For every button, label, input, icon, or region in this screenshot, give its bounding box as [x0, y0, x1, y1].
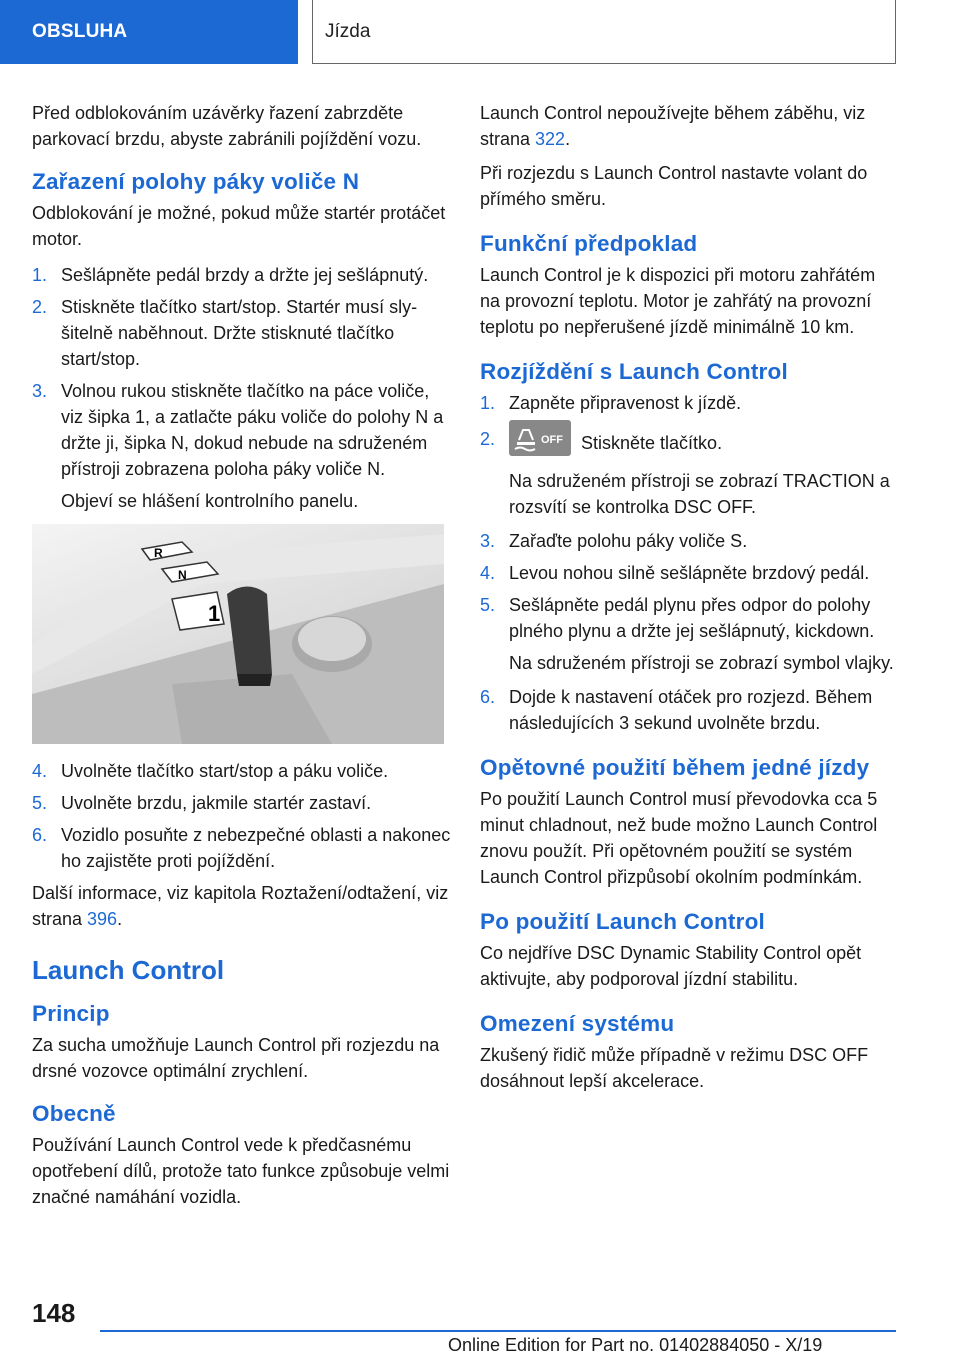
- step-text: Uvolněte brzdu, jakmile startér zastaví.: [61, 793, 372, 813]
- step-number: 2.: [32, 297, 48, 317]
- step-note: Na sdruženém přístroji se zobrazí symbol vlajky.: [509, 653, 894, 673]
- figure-label-1: 1: [208, 601, 221, 626]
- more-info-paragraph: [32, 880, 452, 932]
- step-number: 4.: [480, 563, 496, 583]
- list-item: [480, 390, 900, 416]
- list-item: [480, 592, 900, 644]
- step-text: Volnou rukou stiskněte tlačítko na páce voliče, viz šipka 1, a zatlačte páku voliče do polohy N a držte ji, šipka N, dokud nebude na sdruženém přístroji zobrazena poloha páky voliče N.: [61, 381, 444, 479]
- page-link[interactable]: 322: [535, 129, 566, 149]
- list-item: [32, 378, 452, 482]
- section-label: OBSLUHA: [32, 21, 128, 42]
- heading-funkcni: Funkční předpoklad: [480, 231, 698, 256]
- p1-paragraph: [480, 100, 900, 152]
- figure-label-r: R: [154, 546, 163, 560]
- launch-steps-list-cont: [480, 528, 900, 644]
- step-text: Sešlápněte pedál plynu přes odpor do polohy plného plynu a držte jej sešlápnutý, kickdown.: [509, 595, 875, 641]
- obecne-text: Používání Launch Control vede k předčasnému opotřebení dílů, protože tato funkce způsobuje velmi značné namáhání vozidla.: [32, 1135, 450, 1207]
- step-text: Dojde k nastavení otáček pro rozjezd. Během následujících 3 sekund uvolněte brzdu.: [509, 687, 873, 733]
- step-number: 1.: [480, 393, 496, 413]
- edition-footer: Online Edition for Part no. 01402884050 - X/19: [448, 1335, 823, 1355]
- p1-text: Launch Control nepoužívejte během záběhu, viz strana: [480, 103, 866, 149]
- step-number: 1.: [32, 265, 48, 285]
- omezeni-text: Zkušený řidič může případně v režimu DSC OFF dosáhnout lepší akcelerace.: [480, 1045, 869, 1091]
- step-text: Uvolněte tlačítko start/stop a páku voliče.: [61, 761, 389, 781]
- step-number: 5.: [480, 595, 496, 615]
- section-tab: [0, 0, 298, 64]
- step-text: Stiskněte tlačítko.: [581, 432, 723, 453]
- list-item: [480, 684, 900, 736]
- list-item: [32, 262, 452, 288]
- heading-po-pouziti: Po použití Launch Control: [480, 909, 765, 934]
- list-item: [480, 528, 900, 554]
- gear-selector-illustration: [32, 524, 444, 744]
- launch-steps-list-end: [480, 684, 900, 736]
- page-link[interactable]: 396: [87, 909, 118, 929]
- po-text: Co nejdříve DSC Dynamic Stability Control opět aktivujte, aby podporoval jízdní stabilitu.: [480, 943, 862, 989]
- neutral-text: Odblokování je možné, pokud může startér protáčet motor.: [32, 203, 446, 249]
- step-number: 6.: [480, 687, 496, 707]
- step-text: Zařaďte polohu páky voliče S.: [509, 531, 748, 551]
- step-number: 5.: [32, 793, 48, 813]
- list-item: [32, 294, 452, 372]
- heading-princip: Princip: [32, 1001, 110, 1026]
- footer-divider: [100, 1330, 896, 1332]
- list-item: [480, 426, 900, 462]
- step-number: 3.: [480, 531, 496, 551]
- chapter-header: [312, 0, 896, 64]
- heading-launch-control: Launch Control: [32, 955, 225, 985]
- intro-paragraph: Před odblokováním uzávěrky řazení zabrzděte parkovací brzdu, abyste zabránili pojíždění vozu.: [32, 103, 422, 149]
- opet-text: Po použití Launch Control musí převodovka cca 5 minut chladnout, než bude možno Launch Control znovu použít. Při opětovném použití se systém Launch Control přizpůsobí okolním podmínkám.: [480, 789, 878, 887]
- more-info-text: Další informace, viz kapitola Roztažení/odtažení, viz strana: [32, 883, 449, 929]
- step-text: Sešlápněte pedál brzdy a držte jej sešlápnutý.: [61, 265, 429, 285]
- step-text: Zapněte připravenost k jízdě.: [509, 393, 742, 413]
- heading-neutral: Zařazení polohy páky voliče N: [32, 169, 360, 194]
- step-note: Objeví se hlášení kontrolního panelu.: [61, 491, 359, 511]
- heading-omezeni: Omezení systému: [480, 1011, 675, 1036]
- heading-rozjizdeni: Rozjíždění s Launch Control: [480, 359, 788, 384]
- step-number: 3.: [32, 381, 48, 401]
- figure-label-n: N: [178, 568, 187, 582]
- left-column: [32, 100, 452, 1210]
- list-item: [480, 560, 900, 586]
- list-item: [32, 758, 452, 784]
- launch-steps-list: [480, 390, 900, 462]
- right-column: [480, 100, 900, 1094]
- page-number: 148: [32, 1298, 76, 1328]
- step-text: Vozidlo posuňte z nebezpečné oblasti a nakonec ho zajistěte proti pojíždění.: [61, 825, 451, 871]
- step-text: Stiskněte tlačítko start/stop. Startér musí slyšitelně naběhnout. Držte stisknuté tlačítko start/stop.: [61, 297, 418, 369]
- step-number: 6.: [32, 825, 48, 845]
- heading-obecne: Obecně: [32, 1101, 116, 1126]
- princip-text: Za sucha umožňuje Launch Control při rozjezdu na drsné vozovce optimální zrychlení.: [32, 1035, 440, 1081]
- step-note: Na sdruženém přístroji se zobrazí TRACTION a rozsvítí se kontrolka DSC OFF.: [509, 471, 890, 517]
- more-info-end: .: [117, 909, 123, 929]
- steps-list-2: [32, 758, 452, 874]
- chapter-title: Jízda: [325, 20, 371, 42]
- step-number: 4.: [32, 761, 48, 781]
- p2-paragraph: Při rozjezdu s Launch Control nastavte volant do přímého směru.: [480, 163, 868, 209]
- p1-end: .: [565, 129, 571, 149]
- heading-opetovne: Opětovné použití během jedné jízdy: [480, 755, 870, 780]
- func-text: Launch Control je k dispozici při motoru zahřátém na provozní teplotu. Motor je zahřátý na provozní teplotu po nepřerušené jízdě minimálně 10 km.: [480, 265, 876, 337]
- step-number: 2.: [480, 429, 496, 449]
- dsc-off-button-icon: [509, 420, 571, 456]
- icon-label: OFF: [541, 434, 563, 446]
- steps-list-1: [32, 262, 452, 482]
- list-item: [32, 822, 452, 874]
- list-item: [32, 790, 452, 816]
- step-text: Levou nohou silně sešlápněte brzdový pedál.: [509, 563, 870, 583]
